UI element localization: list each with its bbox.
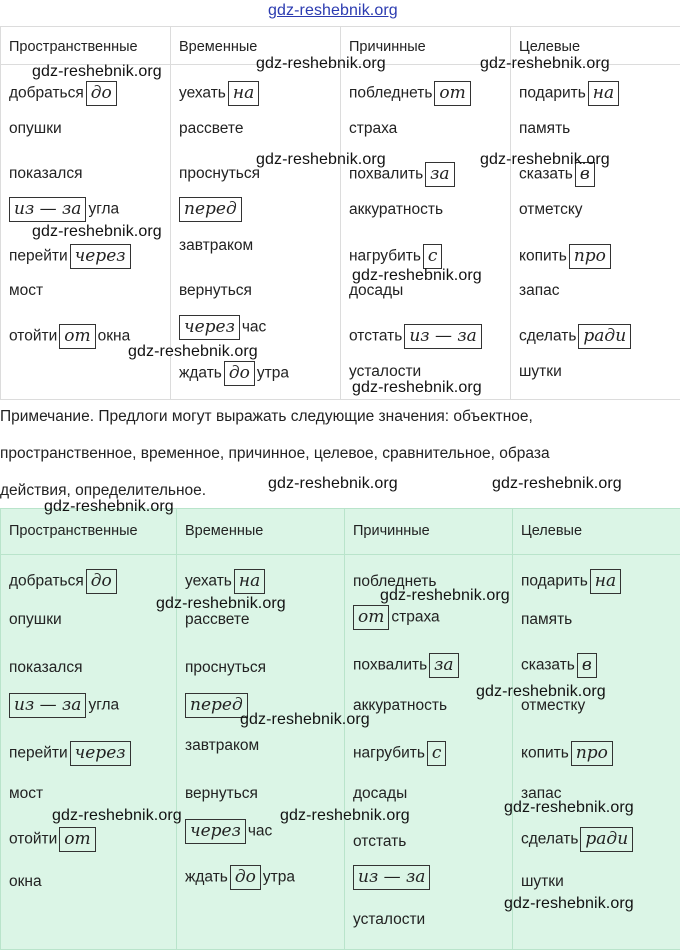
header-spatial: Пространственные bbox=[1, 509, 177, 555]
word: копить bbox=[519, 248, 567, 265]
preposition-box: до bbox=[86, 81, 117, 106]
note-line: Примечание. Предлоги могут выражать следующие значения: объектное, bbox=[0, 398, 680, 435]
word: отстать bbox=[353, 833, 406, 850]
preposition-box: через bbox=[70, 244, 131, 269]
word: отстать bbox=[349, 328, 402, 345]
watermark: gdz-reshebnik.org bbox=[240, 711, 370, 729]
preposition-box: в bbox=[577, 653, 597, 678]
word: опушки bbox=[9, 120, 62, 137]
header-temporal: Временные bbox=[177, 509, 345, 555]
word: рассвете bbox=[179, 120, 243, 137]
preposition-box: из — за bbox=[404, 324, 481, 349]
column-purpose bbox=[513, 555, 680, 950]
word: добраться bbox=[9, 573, 84, 590]
preposition-box: из — за bbox=[353, 865, 430, 890]
column-causal bbox=[341, 65, 511, 400]
word: перейти bbox=[9, 248, 68, 265]
word: ждать bbox=[185, 869, 228, 886]
word: отойти bbox=[9, 328, 57, 345]
word: аккуратность bbox=[349, 201, 443, 218]
word: подарить bbox=[521, 573, 588, 590]
word: сказать bbox=[521, 657, 575, 674]
word: подарить bbox=[519, 85, 586, 102]
word: страха bbox=[349, 120, 397, 137]
watermark: gdz-reshebnik.org bbox=[32, 223, 162, 241]
header-causal: Причинные bbox=[341, 27, 511, 65]
word: окна bbox=[9, 873, 42, 890]
prepositions-table-answer bbox=[0, 508, 680, 950]
word: час bbox=[248, 823, 272, 840]
word: окна bbox=[98, 328, 131, 345]
word: отметску bbox=[519, 201, 583, 218]
word: досады bbox=[349, 282, 403, 299]
word: запас bbox=[519, 282, 560, 299]
word: сказать bbox=[519, 166, 573, 183]
watermark: gdz-reshebnik.org bbox=[504, 895, 634, 913]
preposition-box: про bbox=[569, 244, 611, 269]
note-line: пространственное, временное, причинное, целевое, сравнительное, образа bbox=[0, 435, 680, 472]
word: показался bbox=[9, 659, 83, 676]
preposition-box: от bbox=[353, 605, 389, 630]
watermark: gdz-reshebnik.org bbox=[52, 807, 182, 825]
header-temporal: Временные bbox=[171, 27, 341, 65]
word: мост bbox=[9, 785, 43, 802]
word: завтраком bbox=[185, 737, 259, 754]
watermark-top-link[interactable]: gdz-reshebnik.org bbox=[268, 2, 398, 20]
word: сделать bbox=[521, 831, 578, 848]
preposition-box: до bbox=[224, 361, 255, 386]
watermark: gdz-reshebnik.org bbox=[480, 151, 610, 169]
watermark: gdz-reshebnik.org bbox=[128, 343, 258, 361]
word: вернуться bbox=[179, 282, 252, 299]
word: утра bbox=[263, 869, 295, 886]
word: нагрубить bbox=[353, 745, 425, 762]
word: ждать bbox=[179, 365, 222, 382]
header-spatial: Пространственные bbox=[1, 27, 171, 65]
word: угла bbox=[88, 201, 119, 218]
word: побледнеть bbox=[353, 573, 436, 590]
preposition-box: от bbox=[59, 827, 95, 852]
preposition-box: за bbox=[425, 162, 454, 187]
column-spatial bbox=[1, 555, 177, 950]
column-temporal bbox=[177, 555, 345, 950]
watermark: gdz-reshebnik.org bbox=[480, 55, 610, 73]
preposition-box: до bbox=[230, 865, 261, 890]
watermark: gdz-reshebnik.org bbox=[504, 799, 634, 817]
word: страха bbox=[391, 609, 439, 626]
column-purpose bbox=[511, 65, 680, 400]
word: шутки bbox=[521, 873, 564, 890]
word: шутки bbox=[519, 363, 562, 380]
header-purpose: Целевые bbox=[511, 27, 680, 65]
word: похвалить bbox=[353, 657, 427, 674]
preposition-box: через bbox=[179, 315, 240, 340]
word: проснуться bbox=[185, 659, 266, 676]
watermark: gdz-reshebnik.org bbox=[492, 475, 622, 493]
preposition-box: ради bbox=[578, 324, 631, 349]
note-line: действия, определительное. bbox=[0, 472, 680, 509]
preposition-box: в bbox=[575, 162, 595, 187]
word: рассвете bbox=[185, 611, 249, 628]
watermark: gdz-reshebnik.org bbox=[256, 55, 386, 73]
word: отместку bbox=[521, 697, 585, 714]
preposition-box: перед bbox=[185, 693, 248, 718]
preposition-box: от bbox=[434, 81, 470, 106]
word: сделать bbox=[519, 328, 576, 345]
watermark: gdz-reshebnik.org bbox=[156, 595, 286, 613]
preposition-box: от bbox=[59, 324, 95, 349]
word: опушки bbox=[9, 611, 62, 628]
word: уехать bbox=[185, 573, 232, 590]
word: похвалить bbox=[349, 166, 423, 183]
table-row bbox=[1, 555, 680, 950]
column-causal bbox=[345, 555, 513, 950]
preposition-box: на bbox=[590, 569, 621, 594]
preposition-box: через bbox=[70, 741, 131, 766]
preposition-box: про bbox=[571, 741, 613, 766]
preposition-box: из — за bbox=[9, 693, 86, 718]
word: завтраком bbox=[179, 237, 253, 254]
preposition-box: ради bbox=[580, 827, 633, 852]
header-causal: Причинные bbox=[345, 509, 513, 555]
preposition-box: до bbox=[86, 569, 117, 594]
preposition-box: перед bbox=[179, 197, 242, 222]
word: запас bbox=[521, 785, 562, 802]
preposition-box: через bbox=[185, 819, 246, 844]
watermark: gdz-reshebnik.org bbox=[380, 587, 510, 605]
word: показался bbox=[9, 165, 83, 182]
watermark: gdz-reshebnik.org bbox=[32, 63, 162, 81]
preposition-box: с bbox=[423, 244, 443, 269]
word: вернуться bbox=[185, 785, 258, 802]
watermark: gdz-reshebnik.org bbox=[44, 498, 174, 516]
word: усталости bbox=[349, 363, 421, 380]
word: добраться bbox=[9, 85, 84, 102]
preposition-box: на bbox=[588, 81, 619, 106]
watermark: gdz-reshebnik.org bbox=[280, 807, 410, 825]
watermark: gdz-reshebnik.org bbox=[352, 379, 482, 397]
word: утра bbox=[257, 365, 289, 382]
word: отойти bbox=[9, 831, 57, 848]
header-purpose: Целевые bbox=[513, 509, 680, 555]
word: проснуться bbox=[179, 165, 260, 182]
watermark: gdz-reshebnik.org bbox=[256, 151, 386, 169]
watermark: gdz-reshebnik.org bbox=[268, 475, 398, 493]
word: час bbox=[242, 319, 266, 336]
word: мост bbox=[9, 282, 43, 299]
word: усталости bbox=[353, 911, 425, 928]
preposition-box: за bbox=[429, 653, 458, 678]
word: угла bbox=[88, 697, 119, 714]
preposition-box: из — за bbox=[9, 197, 86, 222]
word: побледнеть bbox=[349, 85, 432, 102]
word: память bbox=[521, 611, 572, 628]
watermark: gdz-reshebnik.org bbox=[476, 683, 606, 701]
watermark: gdz-reshebnik.org bbox=[352, 267, 482, 285]
preposition-box: на bbox=[234, 569, 265, 594]
prepositions-table-original bbox=[0, 26, 680, 400]
word: аккуратность bbox=[353, 697, 447, 714]
preposition-box: с bbox=[427, 741, 447, 766]
word: нагрубить bbox=[349, 248, 421, 265]
word: досады bbox=[353, 785, 407, 802]
word: копить bbox=[521, 745, 569, 762]
word: уехать bbox=[179, 85, 226, 102]
word: память bbox=[519, 120, 570, 137]
word: перейти bbox=[9, 745, 68, 762]
preposition-box: на bbox=[228, 81, 259, 106]
